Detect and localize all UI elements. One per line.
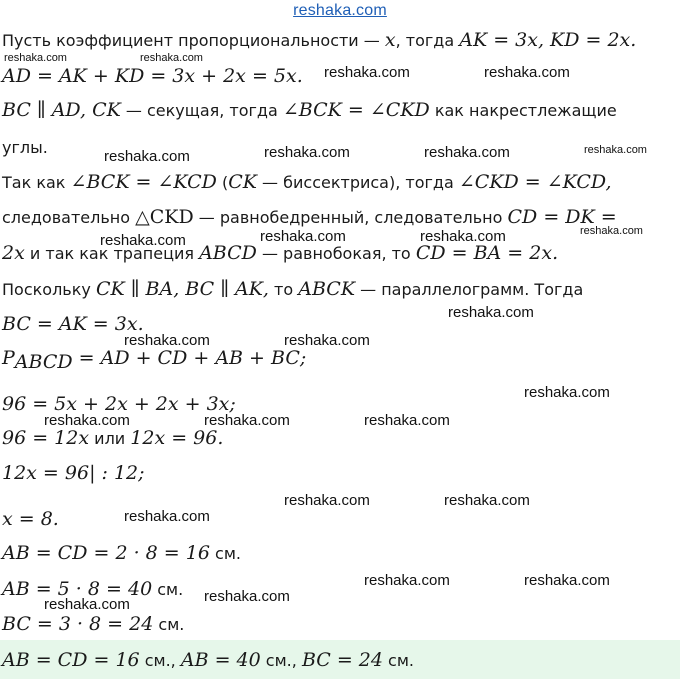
text: , тогда — [395, 31, 460, 50]
math: 96 = 5x + 2x + 2x + 3x; — [2, 393, 236, 415]
solution-line-2 — [2, 66, 303, 87]
text: — равнобедренный, следовательно — [193, 208, 508, 227]
math: AB = CD = 2 · 8 = 16 — [2, 542, 210, 564]
text: см. — [209, 544, 241, 563]
watermark: reshaka.com — [580, 225, 643, 237]
math: CD = BA = 2x. — [415, 242, 559, 264]
watermark: reshaka.com — [524, 572, 610, 589]
math: ∠BCK = ∠CKD — [282, 99, 430, 121]
watermark: reshaka.com — [448, 304, 534, 321]
math: ∠BCK = ∠KCD — [70, 171, 217, 193]
math: AB = 40 — [180, 649, 261, 671]
math: P — [2, 347, 15, 369]
math: BC = AK = 3x. — [2, 313, 144, 335]
math: AB = 5 · 8 = 40 — [2, 578, 153, 600]
text: следовательно — [2, 208, 136, 227]
text: — биссектриса), тогда — [256, 173, 459, 192]
math: AK = 3x, KD = 2x. — [459, 29, 637, 51]
text: см. — [153, 615, 185, 634]
solution-line-6 — [2, 207, 617, 228]
text: то — [268, 280, 299, 299]
math: BC = 24 — [301, 649, 383, 671]
watermark: reshaka.com — [284, 332, 370, 349]
text: см. — [152, 580, 184, 599]
math: = AD + CD + AB + BC; — [72, 347, 307, 369]
watermark: reshaka.com — [44, 412, 130, 429]
watermark: reshaka.com — [264, 144, 350, 161]
math: AB = CD = 16 — [2, 649, 140, 671]
watermark: reshaka.com — [524, 384, 610, 401]
watermark: reshaka.com — [260, 228, 346, 245]
math: 12x = 96. — [130, 427, 224, 449]
math: ∠CKD = ∠KCD, — [458, 171, 612, 193]
text: см., — [260, 651, 302, 670]
text: углы. — [2, 138, 48, 157]
math: 2x — [2, 242, 25, 264]
text: см., — [139, 651, 181, 670]
math: CD = DK = — [507, 206, 617, 228]
watermark: reshaka.com — [100, 232, 186, 249]
watermark: reshaka.com — [4, 52, 67, 64]
solution-line-3 — [2, 100, 617, 121]
math-subscript: ABCD — [14, 351, 73, 374]
watermark: reshaka.com — [284, 492, 370, 509]
text: — секущая, тогда — [120, 101, 283, 120]
math: x — [384, 29, 396, 51]
math: CK ∥ BA, BC ∥ AK, — [95, 278, 269, 300]
math: 12x = 96| : 12; — [2, 462, 145, 484]
watermark: reshaka.com — [44, 596, 130, 613]
text: ( — [216, 173, 229, 192]
watermark: reshaka.com — [204, 412, 290, 429]
text: — параллелограмм. Тогда — [355, 280, 584, 299]
watermark: reshaka.com — [324, 64, 410, 81]
math: AD = AK + KD = 3x + 2x = 5x. — [2, 65, 303, 87]
watermark: reshaka.com — [484, 64, 570, 81]
text: как накрестлежащие — [429, 101, 617, 120]
solution-line-9 — [2, 314, 144, 335]
math: CK — [228, 171, 257, 193]
text: и так как трапеция — [24, 244, 200, 263]
solution-line-8 — [2, 279, 583, 300]
math: △CKD — [135, 206, 194, 228]
watermark: reshaka.com — [584, 144, 647, 156]
solution-line-15 — [2, 543, 241, 564]
math: 96 = 12x — [2, 427, 90, 449]
watermark: reshaka.com — [124, 332, 210, 349]
solution-line-4 — [2, 138, 48, 158]
solution-line-13 — [2, 463, 145, 484]
watermark: reshaka.com — [364, 412, 450, 429]
solution-line-10 — [2, 348, 306, 372]
solution-line-5 — [2, 172, 611, 193]
text: Пусть коэффициент пропорциональности — — [2, 31, 385, 50]
text: или — [89, 429, 131, 448]
solution-line-7 — [2, 243, 558, 264]
solution-line-12 — [2, 428, 223, 449]
solution-line-14 — [2, 509, 59, 530]
site-header-link[interactable]: reshaka.com — [293, 2, 387, 19]
text: Так как — [2, 173, 71, 192]
math: ABCK — [298, 278, 356, 300]
answer-line — [2, 650, 414, 671]
watermark: reshaka.com — [424, 144, 510, 161]
text: см. — [382, 651, 415, 670]
watermark: reshaka.com — [364, 572, 450, 589]
solution-line-17 — [2, 614, 184, 635]
math: ABCD — [199, 242, 257, 264]
text: — равнобокая, то — [256, 244, 416, 263]
solution-line-1 — [2, 30, 636, 51]
watermark: reshaka.com — [104, 148, 190, 165]
watermark: reshaka.com — [420, 228, 506, 245]
watermark: reshaka.com — [124, 508, 210, 525]
math: BC = 3 · 8 = 24 — [2, 613, 154, 635]
watermark: reshaka.com — [204, 588, 290, 605]
watermark: reshaka.com — [444, 492, 530, 509]
math: BC ∥ AD, CK — [2, 99, 121, 121]
math: x = 8. — [2, 508, 59, 530]
watermark: reshaka.com — [140, 52, 203, 64]
text: Поскольку — [2, 280, 96, 299]
